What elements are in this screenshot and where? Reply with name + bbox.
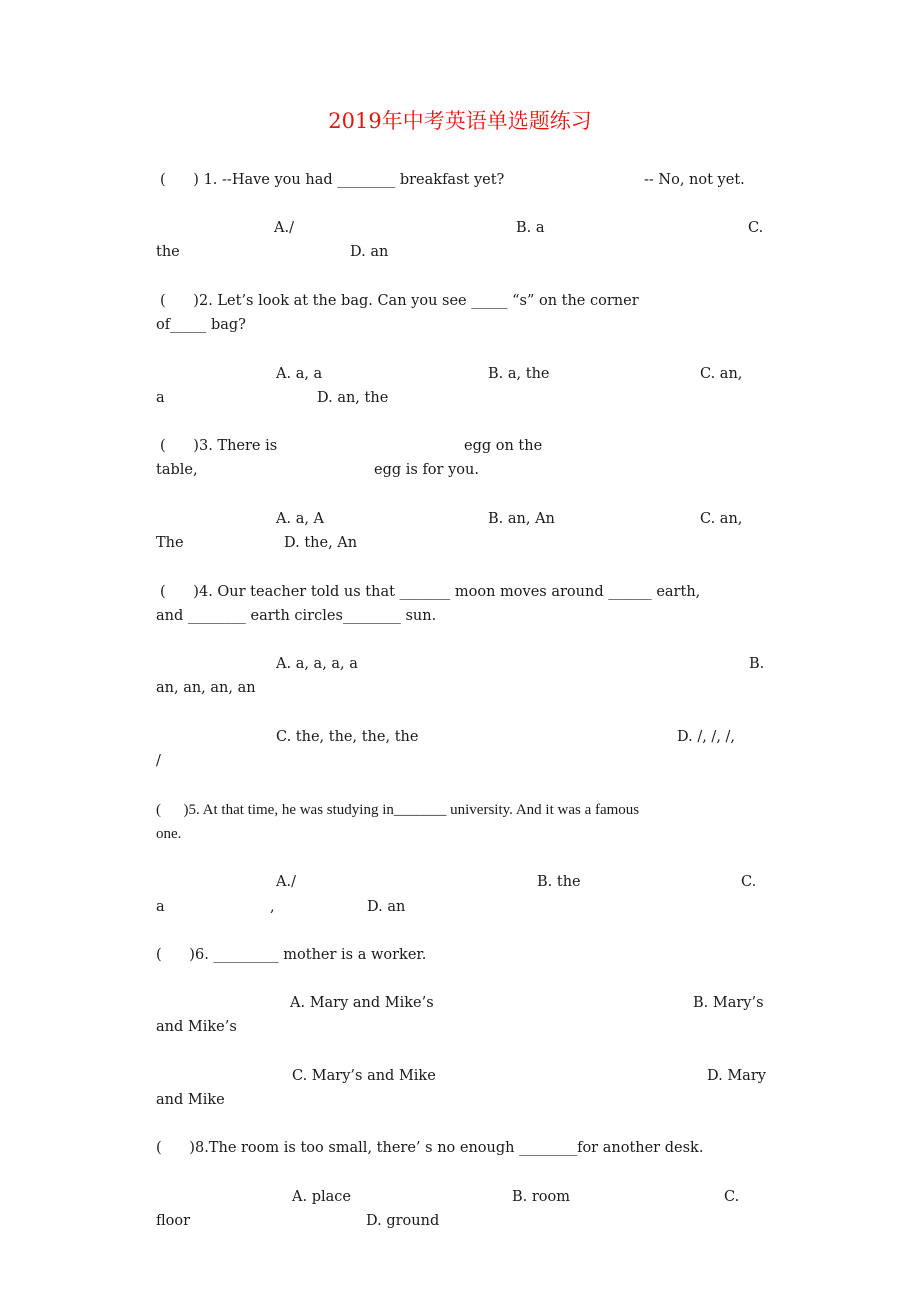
option-c-text: the [156,244,180,260]
question-6-options-row-4 [156,1088,766,1112]
option-a: A./ [274,220,294,236]
option-c-text: a [156,899,165,915]
question-2-stem [156,289,766,313]
question-3-stem-cont [156,458,766,482]
question-6-text: ( )6. _________ mother is a worker. [156,947,427,963]
option-d: D. an, the [317,390,389,406]
option-a: A. a, a [276,366,323,382]
question-3-text-d: egg is for you. [374,462,479,478]
option-b: B. [749,656,765,672]
question-5-stem-cont [156,822,766,846]
question-6-options-row-2 [156,1015,766,1039]
question-5-options-row-1 [156,870,766,894]
option-d-text: and Mike [156,1092,225,1108]
question-5-options-row-2 [156,895,766,919]
question-6-stem [156,943,766,967]
option-c: C. an, [700,366,743,382]
option-a: A. place [292,1189,351,1205]
option-b: B. room [512,1189,571,1205]
question-3-text-b: egg on the [464,438,543,454]
question-4-stem-cont [156,604,766,628]
option-b: B. Mary’s [693,995,764,1011]
question-4-options-row-1 [156,652,766,676]
question-2-options-row-1 [156,362,766,386]
option-d-text: / [156,753,161,769]
question-8-stem [156,1136,766,1160]
question-4-text-cont: and ________ earth circles________ sun. [156,608,437,624]
option-b: B. an, An [488,511,555,527]
question-6-options-row-1 [156,991,766,1015]
option-c: C. an, [700,511,743,527]
question-1-options-row-2 [156,240,766,264]
question-1-stem [156,168,766,192]
question-5-text-cont: one. [156,826,182,842]
option-c-text: The [156,535,184,551]
question-3-text-c: table, [156,462,198,478]
question-8-options-row-1 [156,1185,766,1209]
option-c-text: a [156,390,165,406]
option-c: C. [741,874,757,890]
question-4-options-row-4 [156,749,766,773]
option-a: A. Mary and Mike’s [290,995,434,1011]
question-3-options-row-2 [156,531,766,555]
option-b: B. the [537,874,581,890]
option-a: A./ [276,874,296,890]
question-3-options-row-1 [156,507,766,531]
option-d: D. an [367,899,406,915]
question-4-options-row-2 [156,676,766,700]
option-c-text: floor [156,1213,191,1229]
option-b: B. a, the [488,366,550,382]
option-b: B. a [516,220,545,236]
option-c: C. the, the, the, the [276,729,419,745]
question-1-options-row-1 [156,216,766,240]
option-c: C. [724,1189,740,1205]
option-c: C. Mary’s and Mike [292,1068,436,1084]
question-3-stem [156,434,766,458]
question-8-text: ( )8.The room is too small, there’ s no enough ________for another desk. [156,1140,704,1156]
question-5-text: ( )5. At that time, he was studying in_______ university. And it was a famous [156,802,640,818]
question-2-options-row-2 [156,386,766,410]
option-b-text: an, an, an, an [156,680,256,696]
option-d: D. /, /, /, [677,729,736,745]
question-4-stem [156,580,766,604]
question-2-text: ( )2. Let’s look at the bag. Can you see _____ “s” on the corner [160,293,639,309]
question-8-options-row-2 [156,1209,766,1233]
question-4-options-row-3 [156,725,766,749]
option-d: D. an [350,244,389,260]
question-3-text: ( )3. There is [160,438,278,454]
question-4-text: ( )4. Our teacher told us that _______ moon moves around ______ earth, [160,584,701,600]
question-2-stem-cont [156,313,766,337]
option-c: C. [748,220,764,236]
question-5-stem [156,798,766,822]
option-d: D. ground [366,1213,440,1229]
question-1-text: ( ) 1. --Have you had ________ breakfast yet? [160,172,505,188]
option-a: A. a, A [276,511,325,527]
question-1-reply: -- No, not yet. [644,172,745,188]
question-2-text-cont: of_____ bag? [156,317,246,333]
question-6-options-row-3 [156,1064,766,1088]
option-b-text: and Mike’s [156,1019,237,1035]
page-title: 2019年中考英语单选题练习 [328,109,592,133]
option-a: A. a, a, a, a [276,656,358,672]
option-d: D. Mary [707,1068,766,1084]
option-d: D. the, An [284,535,358,551]
comma: , [270,899,275,915]
